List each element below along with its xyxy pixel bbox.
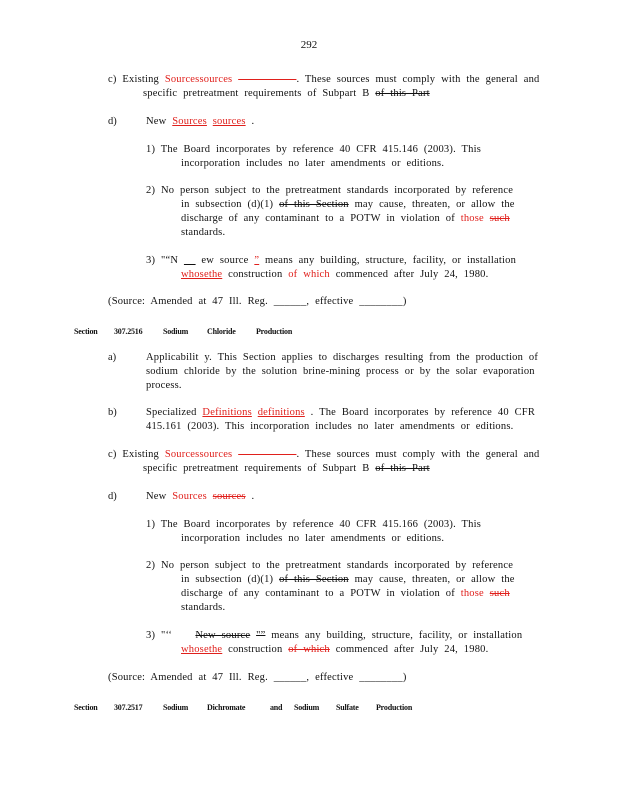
body-text: 2) No person subject to the pretreatment standards incorporated by reference — [146, 560, 514, 571]
body-text: New source — [195, 630, 251, 641]
inserted-text: those — [460, 588, 484, 599]
body-text: process. — [146, 380, 182, 391]
item-d3 — [146, 254, 516, 282]
body-text: 3) "‘‘ — [146, 630, 173, 641]
subsection-d-label: d) — [108, 116, 117, 127]
body-text: discharge of any contaminant to a POTW in violation of — [181, 588, 455, 599]
heading-word: Sulfate — [336, 703, 359, 712]
deleted-text: of this Part — [375, 88, 430, 99]
inserted-text: of which — [288, 269, 330, 280]
heading-word: and — [270, 703, 283, 712]
body-text: may cause, threaten, or allow the — [354, 574, 515, 585]
deleted-text: such — [489, 588, 510, 599]
inserted-text: sources — [212, 116, 246, 127]
heading-word: Dichromate — [207, 703, 246, 712]
inserted-text: Sources — [172, 116, 207, 127]
subsection-label: c) Existing — [108, 449, 159, 460]
subsection-c-existing — [108, 73, 540, 101]
heading-word: Sodium — [163, 327, 189, 336]
body-text: in subsection (d)(1) — [181, 199, 274, 210]
heading-word: 307.2516 — [114, 327, 143, 336]
body-text: standards. — [181, 227, 226, 238]
body-text: . These sources must comply with the general and — [296, 74, 540, 85]
heading-word: Sodium — [294, 703, 320, 712]
body-text: means any building, structure, facility, or installation — [265, 255, 517, 266]
inserted-text: definitions — [257, 407, 305, 418]
heading-word: Production — [256, 327, 293, 336]
body-text: sodium chloride by the solution brine-mining process or by the solar evaporation — [146, 366, 535, 377]
subsection-b-definitions — [146, 406, 535, 434]
inserted-text: whosethe — [181, 269, 223, 280]
body-text: construction — [228, 644, 283, 655]
heading-word: Chloride — [207, 327, 236, 336]
body-text: 1) The Board incorporates by reference 40 CFR 415.166 (2003). This — [146, 519, 481, 530]
body-text: . These sources must comply with the general and — [296, 449, 540, 460]
subsection-a-applicability — [146, 351, 538, 393]
body-text: 2) No person subject to the pretreatment standards incorporated by reference — [146, 185, 514, 196]
body-text: 3) "“N — [146, 255, 179, 266]
heading-word: Section — [74, 327, 98, 336]
item-d1-2516 — [146, 518, 481, 546]
body-text: standards. — [181, 602, 226, 613]
inserted-text: Sources — [172, 491, 207, 502]
subsection-d-new-2516: New Sources sources . — [146, 491, 255, 502]
heading-word: 307.2517 — [114, 703, 143, 712]
item-d2-2516 — [146, 559, 515, 615]
item-d1 — [146, 143, 481, 171]
heading-word: Sodium — [163, 703, 189, 712]
body-text: specific pretreatment requirements of Subpart B — [143, 88, 370, 99]
heading-word: Production — [376, 703, 413, 712]
deleted-text: such — [489, 213, 510, 224]
subsection-d-label: d) — [108, 491, 117, 502]
body-text: New — [146, 491, 167, 502]
body-text: incorporation includes no later amendments or editions. — [181, 158, 445, 169]
body-text: construction — [228, 269, 283, 280]
body-text: specific pretreatment requirements of Subpart B — [143, 463, 370, 474]
page-number: 292 — [300, 39, 318, 51]
inserted-text: those — [460, 213, 484, 224]
body-text: discharge of any contaminant to a POTW in violation of — [181, 213, 455, 224]
inserted-text: Sourcessources — [164, 74, 233, 85]
body-text: may cause, threaten, or allow the — [354, 199, 515, 210]
deleted-text: "” — [256, 630, 266, 641]
subsection-label: c) Existing — [108, 74, 159, 85]
deleted-text: sources — [212, 491, 246, 502]
inserted-text: Definitions — [202, 407, 252, 418]
body-text: Applicabilit y. This Section applies to discharges resulting from the production of — [146, 352, 539, 363]
section-heading-2517 — [74, 701, 594, 713]
inserted-text: whosethe — [181, 644, 223, 655]
section-heading-2516 — [74, 325, 594, 337]
body-text: ew source — [201, 255, 249, 266]
body-text: (Source: Amended at 47 Ill. Reg. ______, effective ________) — [108, 672, 407, 683]
deleted-text: of which — [288, 644, 330, 655]
body-text: 1) The Board incorporates by reference 40 CFR 415.146 (2003). This — [146, 144, 481, 155]
deleted-text: of this Section — [279, 574, 349, 585]
subsection-a-label: a) — [108, 352, 117, 363]
body-text: Specialized — [146, 407, 197, 418]
deleted-text: of this Section — [279, 199, 349, 210]
body-text: incorporation includes no later amendments or editions. — [181, 533, 445, 544]
body-text: commenced after July 24, 1980. — [335, 269, 489, 280]
item-d3-2516 — [146, 629, 522, 657]
inserted-text: ” — [254, 255, 260, 266]
body-text: 415.161 (2003). This incorporation includes no later amendments or editions. — [146, 421, 514, 432]
source-note-2516 — [108, 671, 407, 685]
subsection-b-label: b) — [108, 407, 117, 418]
body-text: . The Board incorporates by reference 40 CFR — [310, 407, 536, 418]
body-text: (Source: Amended at 47 Ill. Reg. ______, effective ________) — [108, 296, 407, 307]
deleted-text: of this Part — [375, 463, 430, 474]
heading-word: Section — [74, 703, 98, 712]
inserted-text: Sourcessources — [164, 449, 233, 460]
subsection-d-new: New Sources sources . — [146, 116, 255, 127]
body-text: means any building, structure, facility, or installation — [271, 630, 523, 641]
body-text: New — [146, 116, 167, 127]
body-text: commenced after July 24, 1980. — [335, 644, 489, 655]
body-text: in subsection (d)(1) — [181, 574, 274, 585]
source-note — [108, 295, 407, 309]
subsection-c-existing-2516 — [108, 448, 540, 476]
item-d2 — [146, 184, 515, 240]
